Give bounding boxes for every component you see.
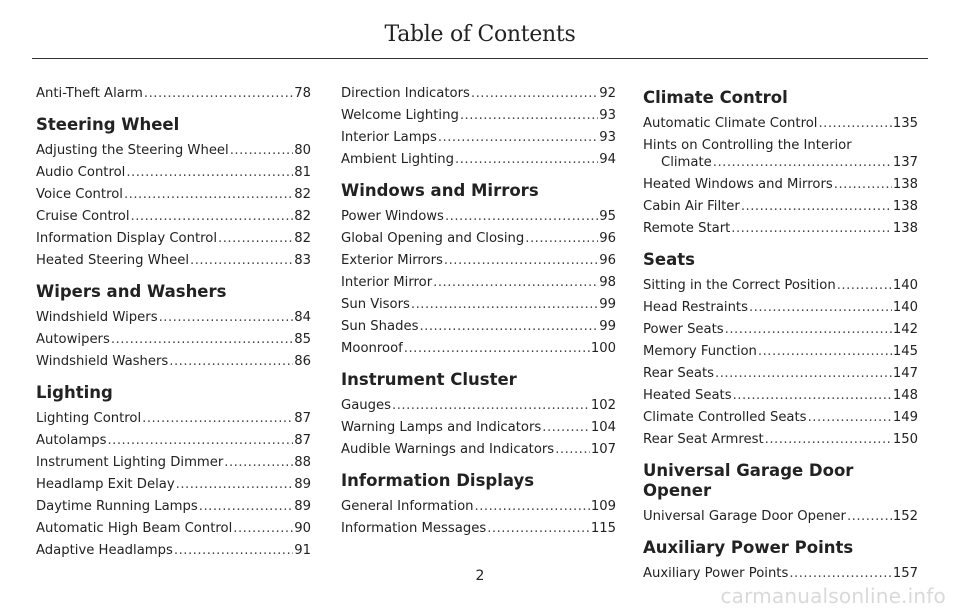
toc-section xyxy=(36,86,311,101)
toc-entry[interactable] xyxy=(341,398,616,413)
dot-leader xyxy=(733,388,892,403)
entry-label: Headlamp Exit Delay xyxy=(36,477,175,492)
entry-page-number: 107 xyxy=(590,442,616,457)
dot-leader xyxy=(445,209,598,224)
toc-section xyxy=(341,471,616,536)
entry-page-number: 99 xyxy=(599,319,616,334)
entry-page-number: 80 xyxy=(294,143,311,158)
dot-leader xyxy=(199,499,293,514)
toc-entry[interactable] xyxy=(643,278,918,293)
section-heading: Auxiliary Power Points xyxy=(643,538,854,557)
toc-entry[interactable] xyxy=(341,442,616,457)
section-heading: Information Displays xyxy=(341,471,535,490)
toc-entry[interactable] xyxy=(36,543,311,558)
toc-entry[interactable] xyxy=(36,187,311,202)
entry-page-number: 89 xyxy=(294,499,311,514)
toc-entry[interactable] xyxy=(643,138,918,170)
watermark: carmanualsonline.info xyxy=(720,584,946,608)
entry-label: Instrument Lighting Dimmer xyxy=(36,455,224,470)
dot-leader xyxy=(713,155,892,170)
toc-entry[interactable] xyxy=(341,341,616,356)
toc-entry[interactable] xyxy=(36,455,311,470)
toc-entry[interactable] xyxy=(341,231,616,246)
entry-page-number: 96 xyxy=(599,231,616,246)
entry-label: Heated Steering Wheel xyxy=(36,253,190,268)
entry-page-number: 104 xyxy=(590,420,616,435)
toc-entry[interactable] xyxy=(341,297,616,312)
dot-leader xyxy=(487,521,590,536)
dot-leader xyxy=(542,420,590,435)
entry-label: Cruise Control xyxy=(36,209,130,224)
entry-page-number: 82 xyxy=(294,187,311,202)
entry-page-number: 94 xyxy=(599,152,616,167)
toc-entry[interactable] xyxy=(341,319,616,334)
toc-section xyxy=(36,282,311,369)
entry-label: Automatic Climate Control xyxy=(643,116,818,131)
entry-page-number: 87 xyxy=(294,411,311,426)
entry-page-number: 140 xyxy=(892,278,918,293)
page-title: Table of Contents xyxy=(384,22,576,47)
section-heading: Wipers and Washers xyxy=(36,282,227,301)
toc-entry[interactable] xyxy=(643,509,918,524)
dot-leader xyxy=(444,253,598,268)
entry-label: Direction Indicators xyxy=(341,86,470,101)
toc-entry[interactable] xyxy=(36,332,311,347)
entry-label: Heated Windows and Mirrors xyxy=(643,177,833,192)
entry-page-number: 149 xyxy=(892,410,918,425)
entry-label: Warning Lamps and Indicators xyxy=(341,420,542,435)
toc-entry[interactable] xyxy=(36,310,311,325)
entry-page-number: 86 xyxy=(294,354,311,369)
entry-label: Interior Mirror xyxy=(341,275,433,290)
dot-leader xyxy=(834,177,892,192)
entry-page-number: 78 xyxy=(294,86,311,101)
toc-entry[interactable] xyxy=(643,300,918,315)
entry-page-number: 138 xyxy=(892,221,918,236)
dot-leader xyxy=(818,116,891,131)
entry-label: Autolamps xyxy=(36,433,107,448)
dot-leader xyxy=(471,86,598,101)
entry-continuation xyxy=(643,155,918,170)
dot-leader xyxy=(111,332,293,347)
dot-leader xyxy=(419,319,598,334)
section-heading: Lighting xyxy=(36,383,113,402)
dot-leader xyxy=(126,165,293,180)
entry-page-number: 87 xyxy=(294,433,311,448)
toc-column-1 xyxy=(36,86,311,565)
toc-entry[interactable] xyxy=(341,420,616,435)
toc-entry[interactable] xyxy=(36,411,311,426)
toc-section xyxy=(643,88,918,236)
dot-leader xyxy=(142,411,293,426)
entry-page-number: 99 xyxy=(599,297,616,312)
dot-leader xyxy=(731,221,892,236)
toc-entry[interactable] xyxy=(36,165,311,180)
toc-section xyxy=(341,181,616,356)
dot-leader xyxy=(438,130,598,145)
toc-section xyxy=(643,250,918,447)
toc-section xyxy=(341,86,616,167)
dot-leader xyxy=(218,231,293,246)
entry-label: Head Restraints xyxy=(643,300,748,315)
entry-page-number: 102 xyxy=(590,398,616,413)
entry-page-number: 81 xyxy=(294,165,311,180)
dot-leader xyxy=(107,433,293,448)
dot-leader xyxy=(176,477,294,492)
dot-leader xyxy=(555,442,590,457)
dot-leader xyxy=(169,354,293,369)
entry-page-number: 138 xyxy=(892,199,918,214)
dot-leader xyxy=(847,509,892,524)
entry-page-number: 140 xyxy=(892,300,918,315)
entry-label: Rear Seats xyxy=(643,366,714,381)
toc-entry[interactable] xyxy=(36,209,311,224)
entry-page-number: 85 xyxy=(294,332,311,347)
toc-entry[interactable] xyxy=(643,177,918,192)
section-heading: Seats xyxy=(643,250,695,269)
entry-label: Welcome Lighting xyxy=(341,108,459,123)
dot-leader xyxy=(404,341,590,356)
dot-leader xyxy=(233,521,293,536)
entry-page-number: 82 xyxy=(294,231,311,246)
dot-leader xyxy=(460,108,598,123)
dot-leader xyxy=(475,499,590,514)
toc-entry[interactable] xyxy=(643,116,918,131)
toc-entry[interactable] xyxy=(36,354,311,369)
dot-leader xyxy=(174,543,293,558)
entry-page-number: 84 xyxy=(294,310,311,325)
dot-leader xyxy=(392,398,590,413)
toc-entry[interactable] xyxy=(643,199,918,214)
toc-entry[interactable] xyxy=(643,221,918,236)
entry-page-number: 83 xyxy=(294,253,311,268)
entry-page-number: 109 xyxy=(590,499,616,514)
entry-page-number: 90 xyxy=(294,521,311,536)
toc-entry[interactable] xyxy=(341,209,616,224)
toc-entry[interactable] xyxy=(643,388,918,403)
toc-entry[interactable] xyxy=(341,521,616,536)
entry-page-number: 93 xyxy=(599,108,616,123)
entry-label: Daytime Running Lamps xyxy=(36,499,198,514)
dot-leader xyxy=(715,366,892,381)
entry-label: Power Windows xyxy=(341,209,444,224)
toc-entry[interactable] xyxy=(341,130,616,145)
toc-entry[interactable] xyxy=(643,322,918,337)
entry-label: Voice Control xyxy=(36,187,123,202)
entry-label: Audio Control xyxy=(36,165,126,180)
entry-label: Adaptive Headlamps xyxy=(36,543,173,558)
entry-page-number: 95 xyxy=(599,209,616,224)
entry-page-number: 157 xyxy=(892,566,918,581)
toc-section xyxy=(36,115,311,268)
section-heading: Universal Garage Door Opener xyxy=(643,461,854,500)
dot-leader xyxy=(525,231,598,246)
entry-page-number: 88 xyxy=(294,455,311,470)
entry-label: Sun Shades xyxy=(341,319,419,334)
entry-label: Audible Warnings and Indicators xyxy=(341,442,555,457)
entry-page-number: 96 xyxy=(599,253,616,268)
toc-entry[interactable] xyxy=(643,366,918,381)
toc-entry[interactable] xyxy=(341,152,616,167)
dot-leader xyxy=(224,455,293,470)
dot-leader xyxy=(230,143,294,158)
entry-page-number: 98 xyxy=(599,275,616,290)
entry-label: Autowipers xyxy=(36,332,110,347)
dot-leader xyxy=(144,86,293,101)
entry-label: Remote Start xyxy=(643,221,731,236)
toc-column-2 xyxy=(341,86,616,543)
entry-label: Ambient Lighting xyxy=(341,152,455,167)
toc-section xyxy=(36,383,311,558)
toc-entry[interactable] xyxy=(643,432,918,447)
dot-leader xyxy=(190,253,293,268)
entry-label: Information Messages xyxy=(341,521,487,536)
toc-entry[interactable] xyxy=(36,477,311,492)
entry-label: Global Opening and Closing xyxy=(341,231,525,246)
entry-label: Gauges xyxy=(341,398,392,413)
entry-page-number: 82 xyxy=(294,209,311,224)
dot-leader xyxy=(159,310,294,325)
entry-label: Power Seats xyxy=(643,322,724,337)
entry-label: Auxiliary Power Points xyxy=(643,566,789,581)
entry-label: Adjusting the Steering Wheel xyxy=(36,143,229,158)
dot-leader xyxy=(433,275,598,290)
dot-leader xyxy=(749,300,892,315)
entry-label: Heated Seats xyxy=(643,388,732,403)
dot-leader xyxy=(455,152,598,167)
entry-page-number: 147 xyxy=(892,366,918,381)
toc-entry[interactable] xyxy=(341,275,616,290)
dot-leader xyxy=(765,432,892,447)
toc-entry[interactable] xyxy=(643,410,918,425)
toc-entry[interactable] xyxy=(36,143,311,158)
title-divider xyxy=(32,58,928,59)
dot-leader xyxy=(837,278,892,293)
toc-entry[interactable] xyxy=(36,231,311,246)
toc-column-3 xyxy=(643,86,918,588)
entry-page-number: 152 xyxy=(892,509,918,524)
entry-page-number: 142 xyxy=(892,322,918,337)
toc-entry[interactable] xyxy=(341,108,616,123)
entry-label: Exterior Mirrors xyxy=(341,253,443,268)
entry-label: Anti-Theft Alarm xyxy=(36,86,143,101)
section-heading: Steering Wheel xyxy=(36,115,180,134)
page-number: 2 xyxy=(475,568,485,584)
entry-page-number: 92 xyxy=(599,86,616,101)
entry-page-number: 150 xyxy=(892,432,918,447)
toc-entry[interactable] xyxy=(36,253,311,268)
toc-entry[interactable] xyxy=(36,86,311,101)
toc-entry[interactable] xyxy=(341,499,616,514)
entry-label: Rear Seat Armrest xyxy=(643,432,764,447)
entry-label: Sitting in the Correct Position xyxy=(643,278,836,293)
entry-page-number: 137 xyxy=(892,155,918,170)
toc-entry[interactable] xyxy=(341,86,616,101)
entry-label: Windshield Wipers xyxy=(36,310,158,325)
entry-page-number: 135 xyxy=(892,116,918,131)
entry-label: Moonroof xyxy=(341,341,403,356)
entry-page-number: 93 xyxy=(599,130,616,145)
entry-label: Cabin Air Filter xyxy=(643,199,740,214)
entry-page-number: 138 xyxy=(892,177,918,192)
toc-entry[interactable] xyxy=(36,499,311,514)
entry-page-number: 115 xyxy=(590,521,616,536)
entry-label: Windshield Washers xyxy=(36,354,169,369)
entry-label: General Information xyxy=(341,499,474,514)
entry-label: Hints on Controlling the Interior xyxy=(643,138,852,153)
dot-leader xyxy=(758,344,892,359)
toc-entry[interactable] xyxy=(36,521,311,536)
toc-section xyxy=(643,461,918,524)
dot-leader xyxy=(725,322,892,337)
entry-label: Universal Garage Door Opener xyxy=(643,509,846,524)
entry-label-continued: Climate xyxy=(661,155,712,170)
entry-label: Interior Lamps xyxy=(341,130,437,145)
dot-leader xyxy=(411,297,598,312)
entry-page-number: 145 xyxy=(892,344,918,359)
entry-label: Memory Function xyxy=(643,344,757,359)
dot-leader xyxy=(808,410,892,425)
entry-label: Automatic High Beam Control xyxy=(36,521,233,536)
section-heading: Instrument Cluster xyxy=(341,370,517,389)
toc-entry[interactable] xyxy=(643,344,918,359)
dot-leader xyxy=(131,209,294,224)
entry-label: Climate Controlled Seats xyxy=(643,410,807,425)
entry-page-number: 148 xyxy=(892,388,918,403)
entry-label: Information Display Control xyxy=(36,231,217,246)
section-heading: Windows and Mirrors xyxy=(341,181,539,200)
entry-page-number: 91 xyxy=(294,543,311,558)
toc-entry[interactable] xyxy=(341,253,616,268)
dot-leader xyxy=(124,187,293,202)
entry-label: Sun Visors xyxy=(341,297,410,312)
entry-label: Lighting Control xyxy=(36,411,142,426)
toc-section xyxy=(341,370,616,457)
section-heading: Climate Control xyxy=(643,88,788,107)
entry-page-number: 89 xyxy=(294,477,311,492)
dot-leader xyxy=(741,199,892,214)
toc-entry[interactable] xyxy=(36,433,311,448)
entry-page-number: 100 xyxy=(590,341,616,356)
